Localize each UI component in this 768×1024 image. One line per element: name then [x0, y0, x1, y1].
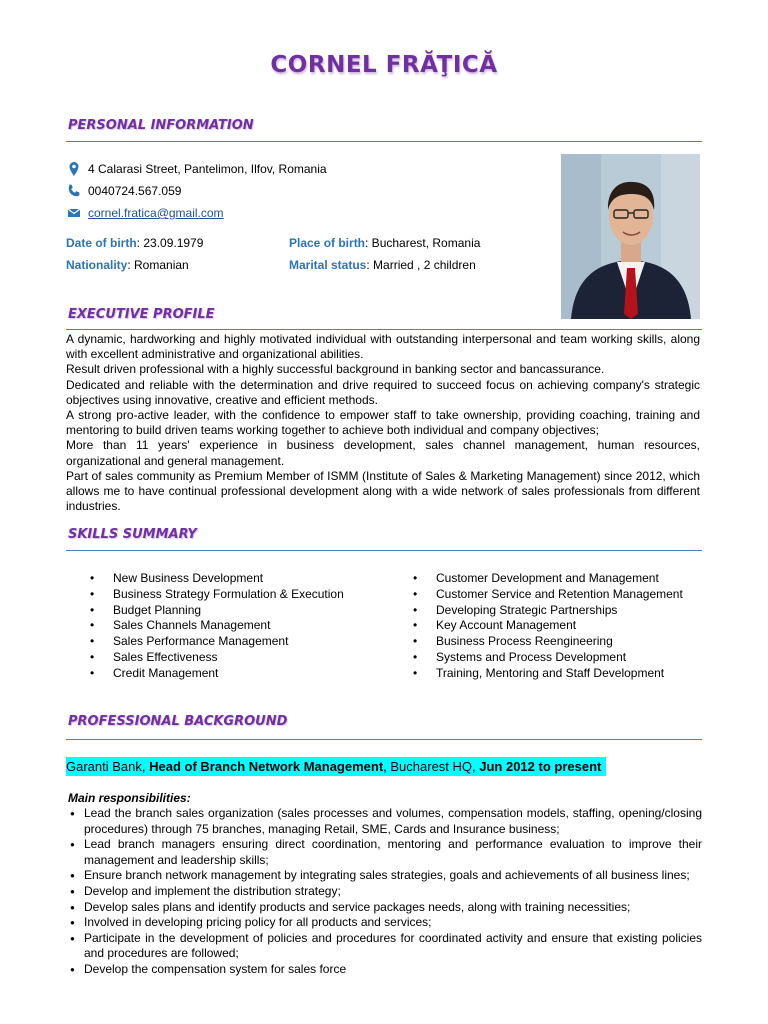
responsibility-item: ● Develop and implement the distribution strategy; [70, 884, 702, 900]
profile-photo [561, 154, 700, 319]
profile-paragraph: Dedicated and reliable with the determination and drive required to succeed focus on achieving company's strategic objectives using innovative, creative and efficient methods. [66, 377, 700, 407]
profile-paragraph: More than 11 years' experience in business development, sales channel management, human resources, organizational and general management. [66, 438, 700, 468]
responsibility-item: ● Develop the compensation system for sales force [70, 962, 702, 978]
skill-item: • Training, Mentoring and Staff Development [413, 666, 683, 682]
responsibility-item: ● Lead branch managers ensuring direct coordination, mentoring and performance evaluation to improve their management and leadership skills; [70, 837, 702, 868]
skill-item: • Credit Management [90, 666, 344, 682]
responsibility-item: ● Participate in the development of policies and procedures for coordinated activity and ensure that existing policies and procedures are followed; [70, 931, 702, 962]
marital-status: Marital status: Married , 2 children [289, 258, 476, 272]
email-link[interactable]: cornel.fratica@gmail.com [88, 206, 224, 220]
job-period: Jun 2012 to present [479, 759, 602, 774]
profile-paragraph: Result driven professional with a highly successful background in banking sector and bancassurance. [66, 362, 605, 377]
section-heading-profile: EXECUTIVE PROFILE [68, 307, 215, 322]
executive-profile [66, 332, 700, 514]
divider-personal [66, 141, 702, 142]
section-heading-skills: SKILLS SUMMARY [68, 527, 197, 542]
address-row [66, 161, 327, 177]
section-heading-personal: PERSONAL INFORMATION [68, 118, 254, 133]
job-title: Head of Branch Network Management [149, 759, 384, 774]
phone-row [66, 183, 181, 199]
job-heading [66, 757, 606, 776]
phone-text: 0040724.567.059 [88, 184, 182, 198]
responsibility-item: ● Ensure branch network management by integrating sales strategies, goals and achievements of all business lines; [70, 868, 702, 884]
phone-icon [66, 183, 82, 199]
responsibilities-heading: Main responsibilities: [68, 791, 191, 805]
profile-paragraph: Part of sales community as Premium Member of ISMM (Institute of Sales & Marketing Management) since 2012, which allows me to have continual professional development along with a wide network of sales professionals from different industries. [66, 468, 700, 514]
responsibility-item: ● Lead the branch sales organization (sales processes and volumes, compensation models, staffing, opening/closing procedures) through 75 branches, managing Retail, SME, Cards and Insurance business; [70, 806, 702, 837]
skill-item: • Sales Effectiveness [90, 650, 344, 666]
skill-item: • Systems and Process Development [413, 650, 683, 666]
divider-skills [66, 550, 702, 551]
nationality: Nationality: Romanian [66, 258, 189, 272]
responsibilities-list [70, 806, 702, 978]
section-heading-background: PROFESSIONAL BACKGROUND [68, 714, 288, 729]
envelope-icon [66, 205, 82, 221]
skill-item: • Key Account Management [413, 618, 683, 634]
profile-paragraph: A strong pro-active leader, with the confidence to empower staff to take ownership, providing coaching, training and mentoring to build driven teams working together to achieve both individual and company objectives; [66, 408, 700, 438]
job-company: Garanti Bank, [66, 759, 150, 774]
place-of-birth: Place of birth: Bucharest, Romania [289, 236, 481, 250]
skill-item: • Customer Service and Retention Management [413, 587, 683, 603]
skill-item: • Business Process Reengineering [413, 634, 683, 650]
skill-item: • Business Strategy Formulation & Execution [90, 587, 344, 603]
divider-background [66, 739, 702, 740]
divider-profile [66, 329, 702, 330]
location-pin-icon [66, 161, 82, 177]
responsibility-item: ● Develop sales plans and identify products and service packages needs, along with training necessities; [70, 900, 702, 916]
skill-item: • Sales Performance Management [90, 634, 344, 650]
profile-paragraph: A dynamic, hardworking and highly motivated individual with outstanding interpersonal and team working skills, along with excellent administrative and organizational abilities. [66, 332, 700, 362]
skills-list-left [90, 571, 344, 682]
address-text: 4 Calarasi Street, Pantelimon, Ilfov, Romania [88, 162, 327, 176]
email-row [66, 205, 224, 221]
skills-list-right [413, 571, 683, 682]
resume-name: CORNEL FRĂŢICĂ [270, 52, 498, 78]
responsibility-item: ● Involved in developing pricing policy for all products and services; [70, 915, 702, 931]
skill-item: • Developing Strategic Partnerships [413, 603, 683, 619]
skill-item: • New Business Development [90, 571, 344, 587]
skill-item: • Sales Channels Management [90, 618, 344, 634]
skill-item: • Budget Planning [90, 603, 344, 619]
job-location: , Bucharest HQ, [383, 759, 480, 774]
skill-item: • Customer Development and Management [413, 571, 683, 587]
date-of-birth: Date of birth: 23.09.1979 [66, 236, 204, 250]
